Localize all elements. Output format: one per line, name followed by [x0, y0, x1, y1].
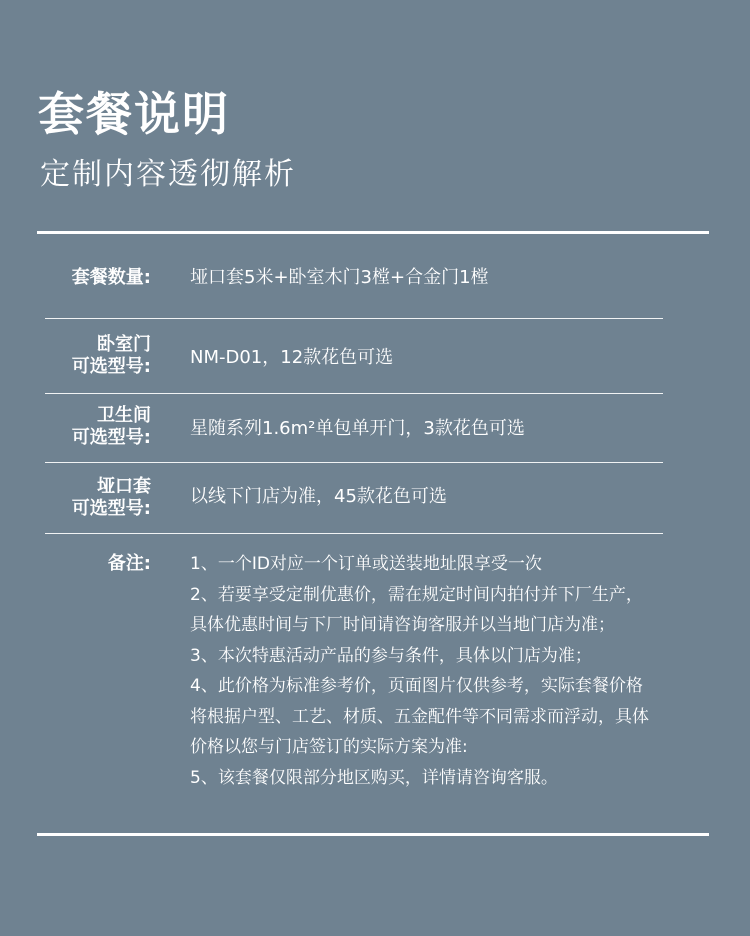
notes-section — [45, 534, 663, 824]
notes-label: 备注: — [107, 553, 151, 574]
door-frame-label-line1: 垭口套 — [97, 476, 151, 497]
door-frame-row — [45, 463, 663, 534]
package-quantity-value: 垭口套5米+卧室木门3樘+合金门1樘 — [190, 267, 489, 288]
bedroom-door-row — [45, 319, 663, 394]
bathroom-door-label — [45, 405, 151, 449]
bathroom-door-value: 星随系列1.6m²单包单开门，3款花色可选 — [190, 418, 525, 439]
page-title: 套餐说明 — [38, 87, 230, 141]
bedroom-door-label — [45, 334, 151, 378]
bedroom-door-label-line1: 卧室门 — [97, 334, 151, 355]
note-item: 3、本次特惠活动产品的参与条件，具体以门店为准； — [190, 645, 592, 666]
door-frame-label-line2: 可选型号: — [71, 498, 151, 519]
bathroom-door-label-line1: 卫生间 — [97, 405, 151, 426]
bathroom-door-row — [45, 394, 663, 463]
bedroom-door-label-line2: 可选型号: — [71, 356, 151, 377]
bedroom-door-value: NM-D01，12款花色可选 — [190, 347, 394, 368]
door-frame-label — [45, 476, 151, 520]
bottom-divider — [37, 833, 709, 836]
page-subtitle: 定制内容透彻解析 — [40, 157, 296, 192]
bathroom-door-label-line2: 可选型号: — [71, 427, 151, 448]
package-quantity-row — [45, 232, 663, 319]
note-item: 1、一个ID对应一个订单或送装地址限享受一次 — [190, 554, 542, 574]
door-frame-value: 以线下门店为准，45款花色可选 — [190, 486, 447, 507]
note-item: 5、该套餐仅限部分地区购买，详情请咨询客服。 — [190, 767, 558, 788]
package-quantity-label: 套餐数量: — [71, 267, 151, 288]
note-item: 2、若要享受定制优惠价，需在规定时间内拍付并下厂生产， 具体优惠时间与下厂时间请咨询客服并以当地门店为准； — [190, 584, 643, 635]
note-item: 4、此价格为标准参考价，页面图片仅供参考，实际套餐价格 将根据户型、工艺、材质、五金配件等不同需求而浮动，具体 价格以您与门店签订的实际方案为准: — [190, 676, 649, 757]
notes-list — [190, 549, 710, 793]
